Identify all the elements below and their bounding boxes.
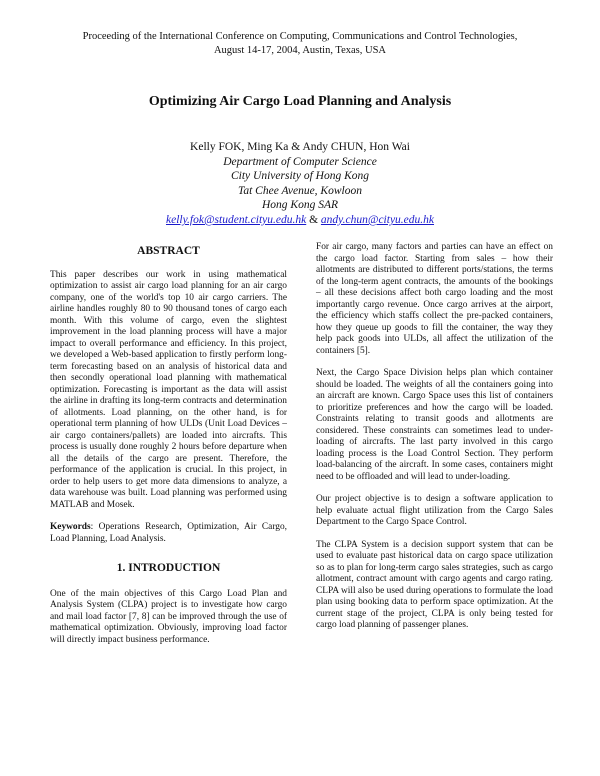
paper-title: Optimizing Air Cargo Load Planning and Analysis: [148, 94, 452, 109]
proceedings-line-2: August 14-17, 2004, Austin, Texas, USA: [213, 45, 387, 56]
author-emails: [100, 213, 500, 228]
proceedings-line-1: Proceeding of the International Conference on Computing, Communications and Control Technologies,: [82, 31, 518, 42]
paragraph-project-objective: Our project objective is to design a software application to help evaluate actual flight utilization from the Cargo Sales Department to the Cargo Space Control.: [316, 494, 553, 527]
proceedings-header: [60, 30, 540, 58]
keywords: [50, 522, 287, 545]
right-column: [316, 242, 553, 643]
region: Hong Kong SAR: [261, 199, 339, 212]
author-block: [100, 140, 500, 228]
email-separator: &: [306, 213, 321, 226]
email-link-andy[interactable]: andy.chun@cityu.edu.hk: [320, 213, 435, 226]
keywords-text: : Operations Research, Optimization, Air Cargo, Load Planning, Load Analysis.: [50, 522, 287, 544]
author-names: Kelly FOK, Ming Ka & Andy CHUN, Hon Wai: [190, 141, 410, 153]
paragraph-cargo-space-division: Next, the Cargo Space Division helps plan which container should be loaded. The weights of all the containers going into an aircraft are known. Cargo Space uses this list of containers to prioritize preferences and how the cargo will be loaded. Constraints relating to transit goods and allotments are considered. These constraints can sometimes lead to under-loading of aircrafts. The last party involved in this cargo loading process is the Load Control Section. They perform load-balancing of the aircraft. In some cases, containers might need to be offloaded and will lead to under-loading.: [316, 368, 553, 482]
keywords-label: Keywords: [50, 522, 91, 532]
department: Department of Computer Science: [223, 155, 377, 168]
street-address: Tat Chee Avenue, Kowloon: [238, 184, 362, 197]
introduction-text: One of the main objectives of this Cargo Load Plan and Analysis System (CLPA) project is to investigate how cargo and mail load factor [7, 8] can be improved through the use of mathematical optimization. Obviously, improving load factor will directly impact business performance.: [50, 588, 287, 645]
introduction-heading: 1. INTRODUCTION: [116, 562, 221, 574]
left-column: [50, 242, 287, 657]
abstract-heading: ABSTRACT: [137, 245, 200, 257]
email-link-kelly[interactable]: kelly.fok@student.cityu.edu.hk: [165, 213, 307, 226]
paragraph-air-cargo-factors: For air cargo, many factors and parties can have an effect on the cargo load factor. Starting from sales – how their allotments are distributed to different ports/stations, the terms of the long-term agent contracts, the amounts of the bookings – all these decisions affect both cargo loading and the most importantly cargo revenue. Once cargo arrives at the airport, the efficiency which staffs collect the pre-packed containers, how they queue up goods to fill the container, the way they help pack goods into ULDs, all affect the utilization of the containers [5].: [316, 242, 553, 356]
abstract-text: This paper describes our work in using mathematical optimization to assist air cargo load planning for an air cargo company, one of the world's top 10 air cargo carriers. The airline handles roughly 80 to 90 thousand tones of cargo each month. With this volume of cargo, even the slightest improvement in the load planning process will have a major impact to overall performance and efficiency. In this project, we developed a Web-based application to firstly perform long-term forecasting based on an analysis of historical data and then secondly operational load planning with mathematical optimization. Forecasting is important as the data will assist the airline in drafting its long-term contracts and determination of allotments. Load planning, on the other hand, is for operational term planning of how ULDs (Unit Load Devices – air cargo containers/pallets) are loaded into aircrafts. This process is usually done roughly 2 hours before departure when all the details of the cargo are present. Therefore, the performance of the application is crucial. In this project, in order to help users to get more data dimensions to analyze, a data warehouse was built. Load planning was performed using MATLAB and Mosek.: [50, 269, 287, 510]
paragraph-clpa-system: The CLPA System is a decision support system that can be used to evaluate past historical data on cargo space utilization so as to plan for long-term cargo sales strategies, such as cargo allotment, contract amount with cargo agents and cargo rating. CLPA will also be used during operations to formulate the load plan using booking data to perform space optimization. At the current stage of the project, CLPA is only being tested for cargo load planning of passenger planes.: [316, 539, 553, 630]
university: City University of Hong Kong: [231, 170, 369, 183]
